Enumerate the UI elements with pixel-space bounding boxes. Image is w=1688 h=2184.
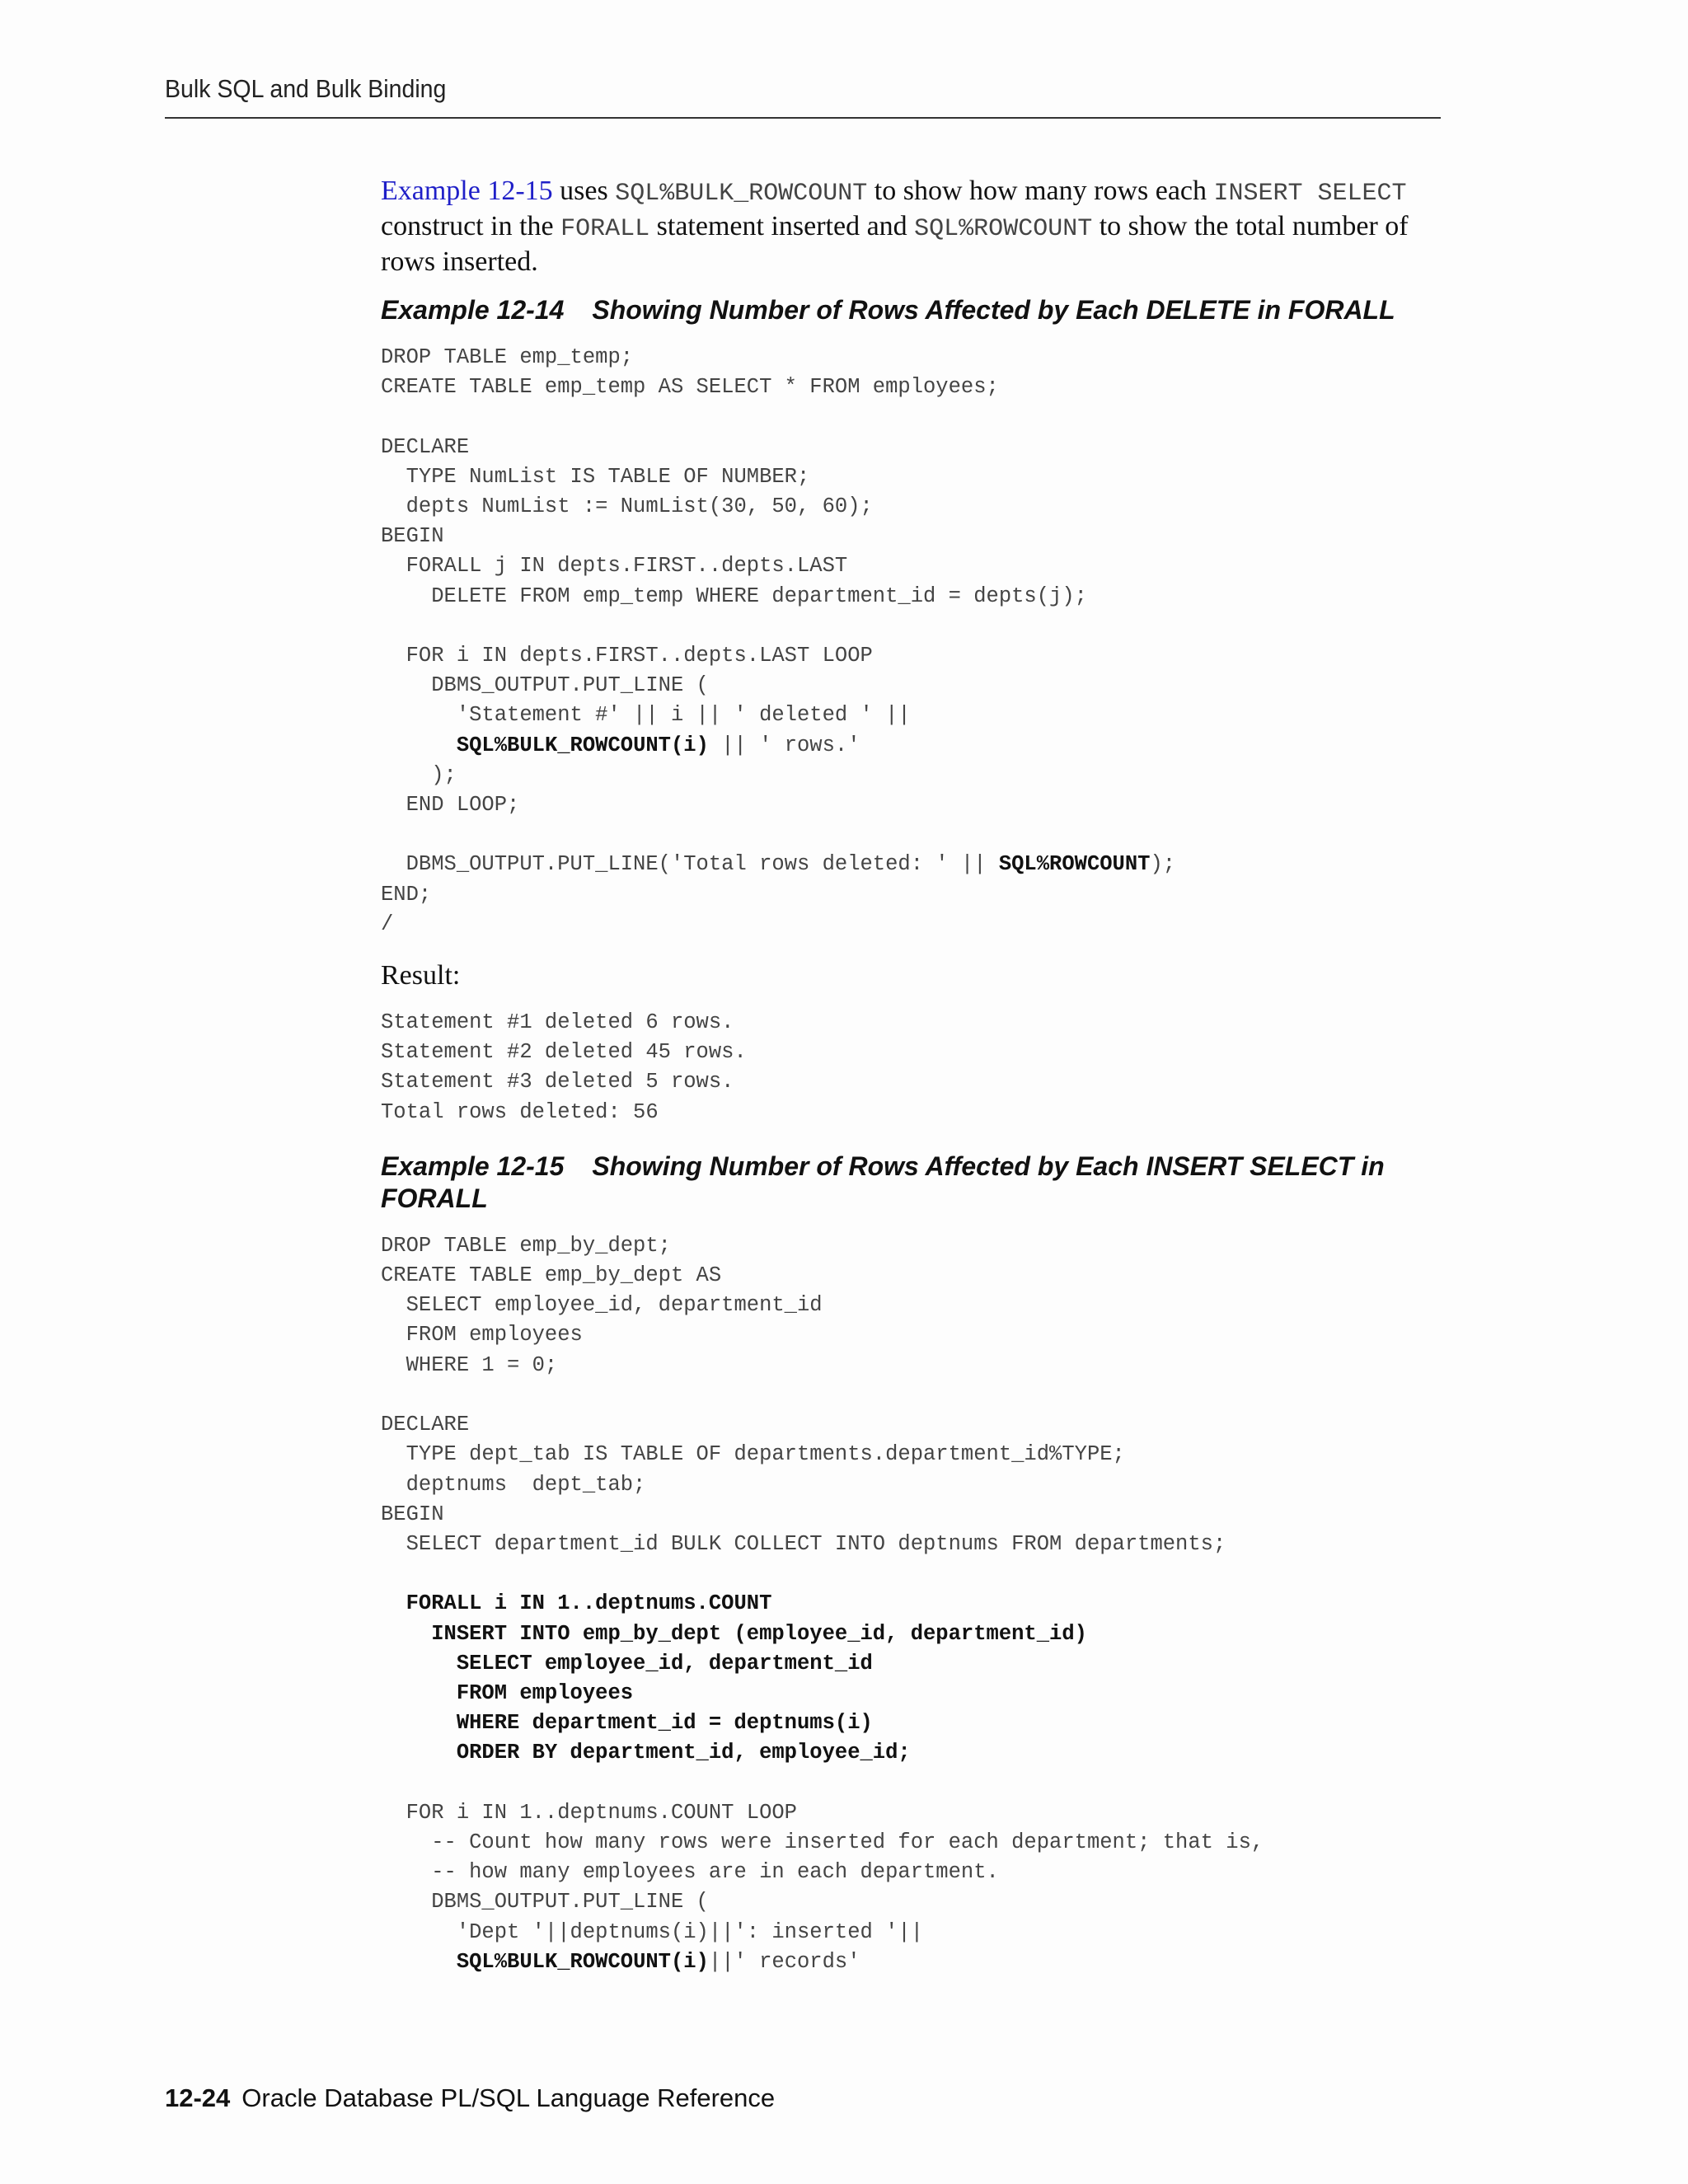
result-label: Result: (381, 960, 461, 991)
code-text: || ' rows.' ); END LOOP; DBMS_OUTPUT.PUT_LINE('Total rows deleted: ' || (406, 733, 987, 877)
header-divider (165, 117, 1441, 119)
example-12-14-result: Statement #1 deleted 6 rows. Statement #2 deleted 45 rows. Statement #3 deleted 5 rows. Total rows deleted: 56 (381, 1010, 747, 1124)
example-12-14-code (381, 343, 1452, 940)
intro-text: to show the total number of rows inserted. (381, 211, 1409, 277)
code-highlight: SQL%BULK_ROWCOUNT(i) (456, 1949, 709, 1974)
inline-code: INSERT SELECT (1213, 180, 1407, 208)
code-text: DROP TABLE emp_by_dept; CREATE TABLE emp_by_dept AS SELECT employee_id, department_id FROM employees WHERE 1 = 0; DECLARE TYPE dept_tab IS TABLE OF departments.department_id%TYPE; deptnums dept_tab; BEGIN SELECT department_id BULK COLLECT INTO deptnums FROM departments; (381, 1233, 1226, 1556)
code-highlight: SQL%ROWCOUNT (998, 852, 1151, 877)
intro-text: construct in the (381, 211, 561, 241)
code-text: ); END; / (381, 852, 1176, 936)
intro-paragraph (381, 175, 1452, 278)
intro-text: uses (552, 176, 616, 206)
intro-text: statement inserted and (649, 211, 915, 241)
intro-text: to show how many rows each (867, 176, 1214, 206)
example-title-text: Showing Number of Rows Affected by Each INSERT SELECT in FORALL (381, 1151, 1385, 1213)
page-number: 12-24 (165, 2083, 231, 2112)
code-highlight: FORALL i IN 1..deptnums.COUNT INSERT INTO emp_by_dept (employee_id, department_id) SELECT employee_id, department_id FROM employees WHERE department_id = deptnums(i) ORDER BY department_id, employee_id; (406, 1591, 1087, 1765)
example-12-14-title (381, 294, 1452, 326)
example-12-15-link[interactable]: Example 12-15 (381, 176, 553, 206)
running-header: Bulk SQL and Bulk Binding (165, 74, 447, 103)
example-label: Example 12-15 (381, 1151, 565, 1181)
example-label: Example 12-14 (381, 295, 565, 325)
page-content (381, 175, 1452, 1977)
example-12-15-code (381, 1231, 1452, 1977)
inline-code: SQL%BULK_ROWCOUNT (615, 180, 868, 208)
code-text: ||' records' (708, 1949, 860, 1974)
inline-code: FORALL (560, 215, 650, 243)
code-highlight: SQL%BULK_ROWCOUNT(i) (456, 733, 709, 757)
code-text: DROP TABLE emp_temp; CREATE TABLE emp_temp AS SELECT * FROM employees; DECLARE TYPE NumList IS TABLE OF NUMBER; depts NumList := NumList(30, 50, 60); BEGIN FORALL j IN depts.FIRST..depts.LAST DELETE FROM emp_temp WHERE department_id = depts(j); FOR i IN depts.FIRST..depts.LAST LOOP DBMS_OUTPUT.PUT_LINE ( 'Statement #' || i || ' deleted ' || (381, 345, 1087, 728)
example-title-text: Showing Number of Rows Affected by Each DELETE in FORALL (592, 295, 1395, 325)
inline-code: SQL%ROWCOUNT (914, 215, 1093, 243)
example-12-15-title (381, 1151, 1452, 1215)
code-text: FOR i IN 1..deptnums.COUNT LOOP -- Count how many rows were inserted for each department; that is, -- how many employees are in each department. DBMS_OUTPUT.PUT_LINE ( 'Dept '||deptnums(i)||': inserted '|| (406, 1800, 1264, 1944)
book-title: Oracle Database PL/SQL Language Reference (241, 2083, 776, 2112)
page-footer (165, 2083, 775, 2113)
